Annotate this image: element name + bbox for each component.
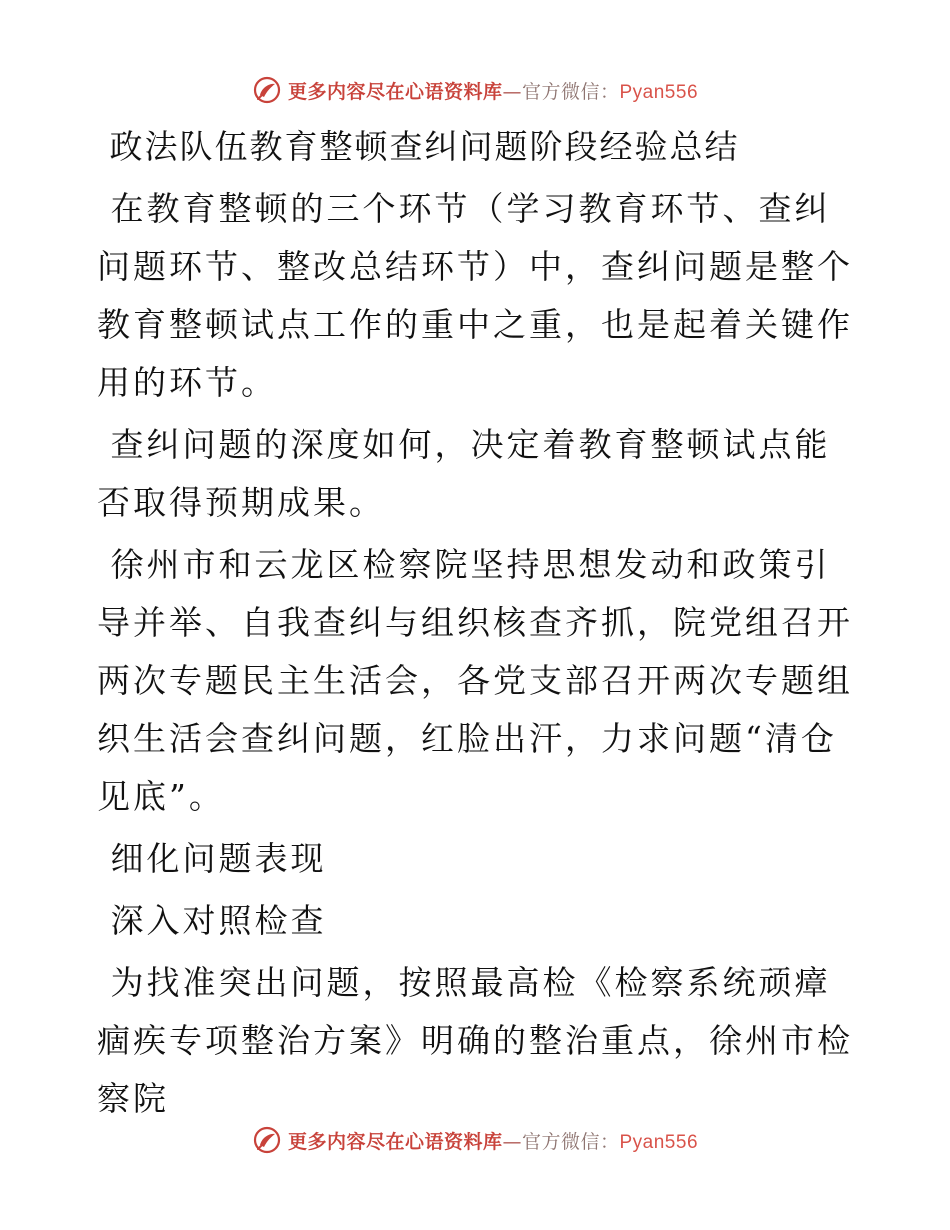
header-watermark-banner (0, 70, 950, 110)
banner-text (288, 77, 698, 104)
logo-icon (252, 75, 282, 105)
section-heading-1: 细化问题表现 (97, 839, 327, 878)
banner-official-label: 官方微信： (521, 80, 620, 103)
banner-separator: — (502, 1130, 522, 1153)
banner-separator: — (502, 80, 522, 103)
paragraph-2: 查纠问题的深度如何，决定着教育整顿试点能否取得预期成果。 (97, 425, 831, 522)
banner-wechat-id: Pyan556 (619, 1131, 699, 1153)
document-body (97, 118, 857, 1132)
paragraph-1: 在教育整顿的三个环节（学习教育环节、查纠问题环节、整改总结环节）中，查纠问题是整个教育整顿试点工作的重中之重，也是起着关键作用的环节。 (97, 189, 853, 402)
banner-text (288, 1127, 698, 1154)
logo-icon (252, 1125, 282, 1155)
banner-official-label: 官方微信： (521, 1130, 620, 1153)
banner-main-text: 更多内容尽在心语资料库 (287, 80, 503, 103)
paragraph-3: 徐州市和云龙区检察院坚持思想发动和政策引导并举、自我查纠与组织核查齐抓，院党组召开两次专题民主生活会，各党支部召开两次专题组织生活会查纠问题，红脸出汗，力求问题“清仓见底”。 (97, 545, 853, 816)
paragraph-4: 为找准突出问题，按照最高检《检察系统顽瘴痼疾专项整治方案》明确的整治重点，徐州市检察院 (97, 963, 853, 1118)
footer-watermark-banner (0, 1120, 950, 1160)
document-title: 政法队伍教育整顿查纠问题阶段经验总结 (97, 127, 740, 166)
banner-wechat-id: Pyan556 (619, 81, 699, 103)
section-heading-2: 深入对照检查 (97, 901, 327, 940)
banner-main-text: 更多内容尽在心语资料库 (287, 1130, 503, 1153)
